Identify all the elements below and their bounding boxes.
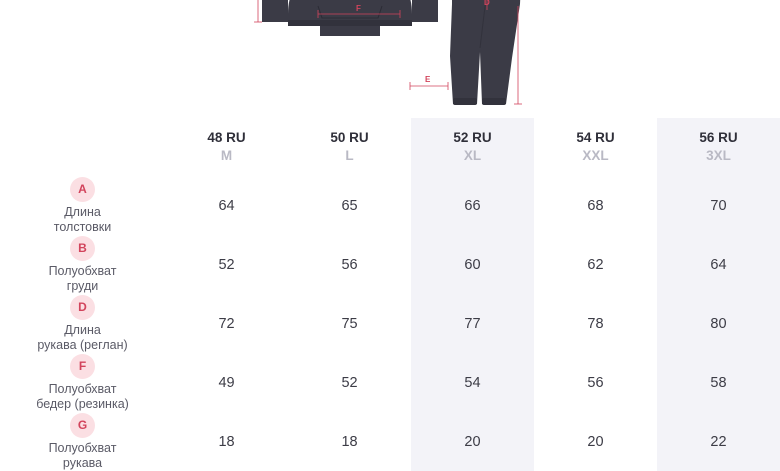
cell-value: 78 — [587, 315, 604, 332]
measurement-label-g — [0, 412, 165, 471]
column-header-54ru — [534, 118, 657, 176]
cell-value: 60 — [411, 235, 534, 294]
cell-value: 20 — [411, 412, 534, 471]
table-row — [0, 176, 780, 235]
column-size-intl: L — [345, 148, 354, 163]
cell-value: 65 — [341, 197, 358, 214]
measurement-badge: D — [70, 295, 95, 320]
measurement-name: Длина рукава (реглан) — [37, 322, 128, 352]
measurement-label-d — [0, 294, 165, 353]
header-spacer — [0, 118, 165, 176]
cell-value: 58 — [657, 353, 780, 412]
cell-value: 54 — [411, 353, 534, 412]
cell-value: 18 — [218, 433, 235, 450]
cell-value: 52 — [341, 374, 358, 391]
cell-value: 70 — [657, 176, 780, 235]
measurement-label-a — [0, 176, 165, 235]
cell-value: 75 — [341, 315, 358, 332]
column-header-52ru — [411, 118, 534, 176]
cell-value: 68 — [587, 197, 604, 214]
cell-value: 20 — [587, 433, 604, 450]
table-row — [0, 235, 780, 294]
measurement-badge: B — [70, 236, 95, 261]
measurement-name: Длина толстовки — [53, 204, 112, 234]
dim-label-f: F — [356, 4, 361, 13]
dim-label-d: D — [484, 0, 490, 7]
size-table — [0, 118, 780, 471]
measurement-name: Полуобхват груди — [48, 263, 117, 293]
column-size-intl: M — [220, 148, 233, 163]
cell-value: 56 — [341, 256, 358, 273]
measurement-illustration — [0, 0, 780, 118]
cell-value: 18 — [341, 433, 358, 450]
table-row — [0, 412, 780, 471]
cell-value: 77 — [411, 294, 534, 353]
column-header-48ru — [165, 118, 288, 176]
cell-value: 80 — [657, 294, 780, 353]
cell-value: 56 — [587, 374, 604, 391]
cell-value: 52 — [218, 256, 235, 273]
pants-graphic — [450, 0, 522, 105]
table-header-row — [0, 118, 780, 176]
column-size-ru: 52 RU — [453, 130, 492, 145]
garment-drawing — [0, 0, 780, 118]
cell-value: 62 — [587, 256, 604, 273]
column-size-ru: 50 RU — [330, 130, 369, 145]
column-header-56ru — [657, 118, 780, 176]
cell-value: 49 — [218, 374, 235, 391]
table-row — [0, 294, 780, 353]
column-size-ru: 54 RU — [576, 130, 615, 145]
hoodie-graphic — [262, 0, 438, 36]
cell-value: 66 — [411, 176, 534, 235]
measurement-badge: F — [70, 354, 95, 379]
column-size-intl: 3XL — [706, 148, 731, 163]
column-size-ru: 56 RU — [699, 130, 738, 145]
column-size-intl: XXL — [582, 148, 609, 163]
cell-value: 22 — [657, 412, 780, 471]
column-size-ru: 48 RU — [207, 130, 246, 145]
measurement-label-f — [0, 353, 165, 412]
column-header-50ru — [288, 118, 411, 176]
column-size-intl: XL — [463, 148, 482, 163]
measurement-badge: G — [70, 413, 95, 438]
measurement-name: Полуобхват бедер (резинка) — [36, 381, 129, 411]
size-table-container — [0, 118, 780, 470]
cell-value: 64 — [218, 197, 235, 214]
cell-value: 64 — [657, 235, 780, 294]
measurement-badge: A — [70, 177, 95, 202]
dim-label-e: E — [425, 75, 431, 84]
cell-value: 72 — [218, 315, 235, 332]
measurement-name: Полуобхват рукава — [48, 440, 117, 470]
measurement-label-b — [0, 235, 165, 294]
table-row — [0, 353, 780, 412]
